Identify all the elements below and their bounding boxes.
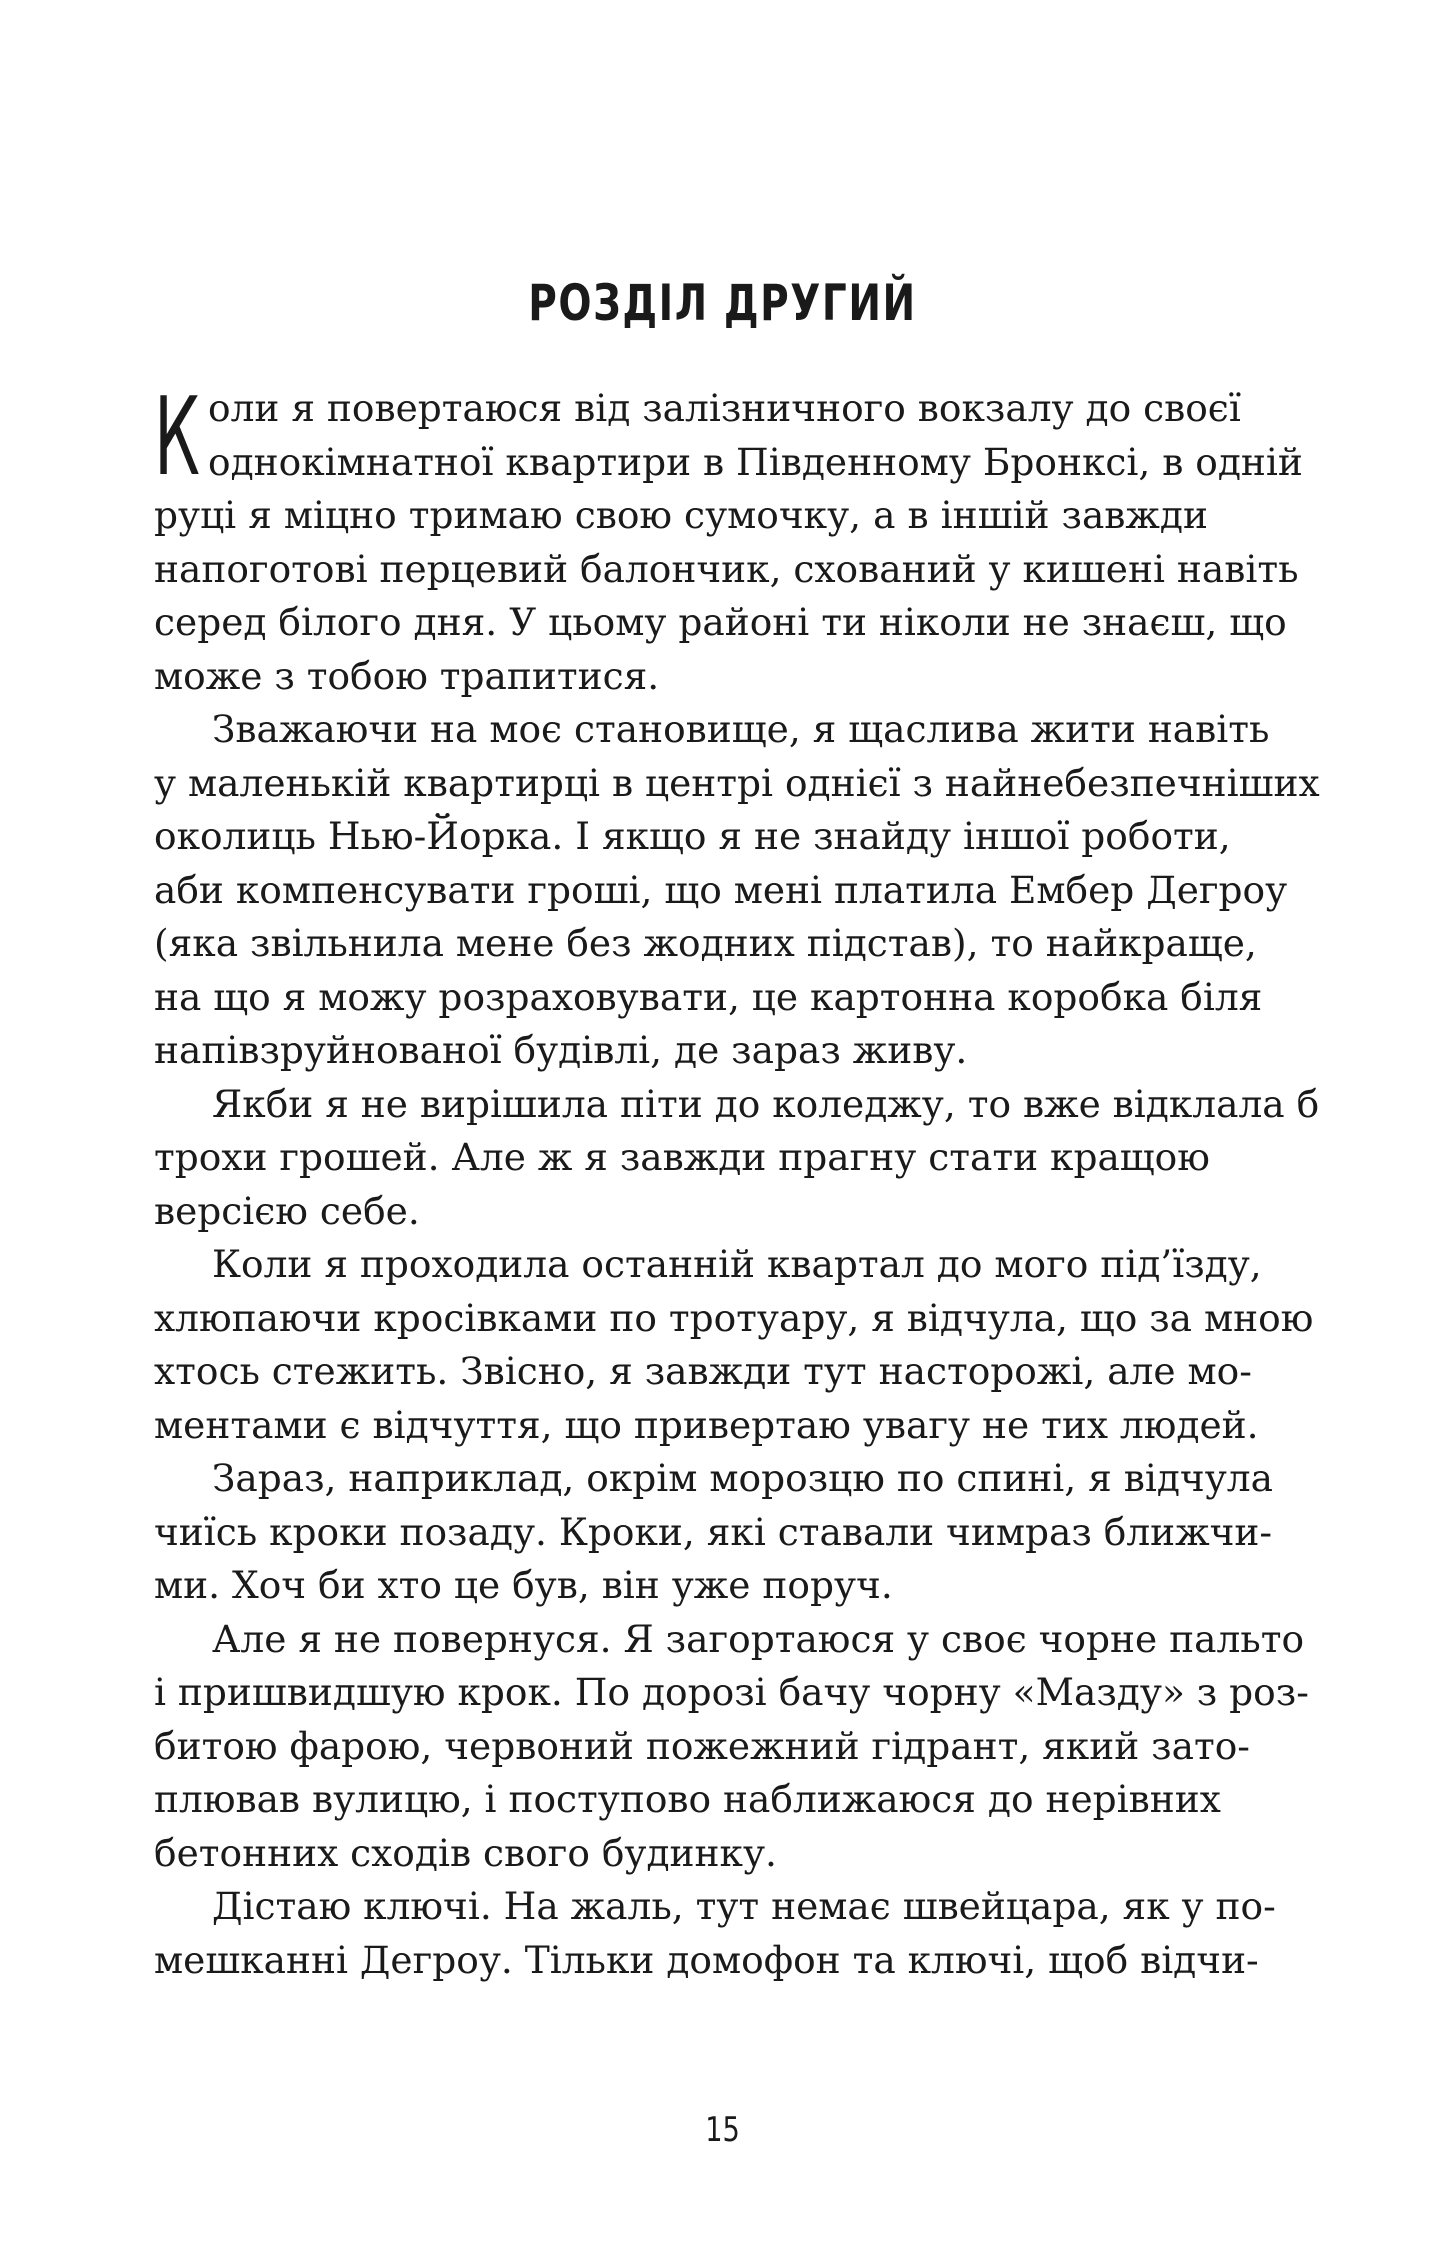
text-line: трохи грошей. Але ж я завжди прагну стати кращою — [154, 1135, 1210, 1179]
paragraph — [154, 1452, 1273, 1613]
text-line: плював вулицю, і поступово наближаюся до нерівних — [154, 1777, 1221, 1821]
text-line: руці я міцно тримаю свою сумочку, а в іншій завжди — [154, 493, 1208, 537]
text-line: (яка звільнила мене без жодних підстав), то найкраще, — [154, 921, 1257, 965]
paragraph — [154, 1613, 1309, 1881]
paragraph — [154, 1880, 1276, 1987]
page-number: 15 — [705, 2110, 740, 2150]
text-line: може з тобою трапитися. — [154, 653, 660, 698]
text-line: ми. Хоч би хто це був, він уже поруч. — [154, 1563, 893, 1607]
text-line: мешканні Дегроу. Тільки домофон та ключі, щоб відчи- — [154, 1937, 1259, 1982]
text-line: Але я не повернуся. Я загортаюся у своє чорне пальто — [212, 1616, 1305, 1661]
text-line: хтось стежить. Звісно, я завжди тут насторожі, але мо- — [154, 1349, 1252, 1393]
text-line: на що я можу розраховувати, це картонна коробка біля — [154, 974, 1263, 1019]
text-line: чиїсь кроки позаду. Кроки, які ставали чимраз ближчи- — [154, 1509, 1273, 1554]
text-line: Зараз, наприклад, окрім морозцю по спині, я відчула — [212, 1456, 1273, 1500]
paragraph — [154, 1078, 1320, 1239]
text-line: Дістаю ключі. На жаль, тут немає швейцара, як у по- — [212, 1884, 1276, 1928]
text-line: однокімнатної квартири в Південному Бронксі, в одній — [208, 439, 1303, 484]
body-text — [154, 375, 1320, 1987]
text-line: околиць Нью-Йорка. І якщо я не знайду іншої роботи, — [154, 814, 1231, 858]
text-line: серед білого дня. У цьому районі ти ніколи не знаєш, що — [154, 600, 1287, 644]
text-line: напоготові перцевий балончик, схований у кишені навіть — [154, 546, 1299, 591]
text-line: аби компенсувати гроші, що мені платила Ембер Дегроу — [154, 867, 1288, 912]
text-line: бетонних сходів свого будинку. — [154, 1830, 777, 1875]
chapter-title: РОЗДІЛ ДРУГИЙ — [528, 274, 917, 332]
text-line: ментами є відчуття, що привертаю увагу не тих людей. — [154, 1402, 1259, 1447]
drop-cap: К — [154, 375, 201, 500]
text-line: хлюпаючи кросівками по тротуару, я відчула, що за мною — [154, 1295, 1314, 1340]
text-line: битою фарою, червоний пожежний гідрант, який зато- — [154, 1723, 1250, 1768]
text-line: версією себе. — [154, 1188, 420, 1233]
text-line: і пришвидшую крок. По дорозі бачу чорну «Мазду» з роз- — [154, 1670, 1309, 1714]
text-line: напівзруйнованої будівлі, де зараз живу. — [154, 1028, 968, 1072]
paragraph — [154, 703, 1320, 1078]
text-line: Коли я проходила останній квартал до мого під’їзду, — [212, 1242, 1262, 1286]
text-line: у маленькій квартирці в центрі однієї з найнебезпечніших — [154, 760, 1320, 805]
paragraph — [154, 375, 1303, 703]
text-line: оли я повертаюся від залізничного вокзалу до своєї — [208, 386, 1241, 430]
text-line: Зважаючи на моє становище, я щаслива жити навіть — [212, 707, 1270, 751]
paragraph — [154, 1238, 1314, 1452]
text-line: Якби я не вирішила піти до коледжу, то вже відклала б — [212, 1081, 1320, 1126]
